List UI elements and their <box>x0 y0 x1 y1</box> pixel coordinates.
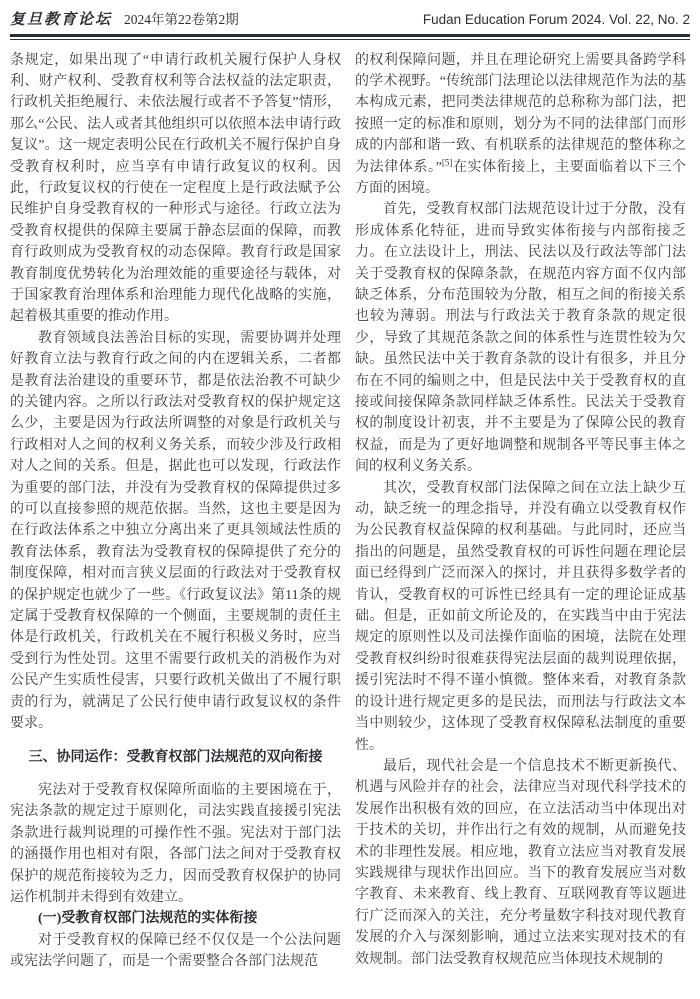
journal-name-en: Fudan Education Forum 2024. Vol. 22, No. 2 <box>422 12 690 27</box>
header-left <box>10 8 239 29</box>
paragraph: 其次，受教育权部门法保障之间在立法上缺少互动，缺乏统一的理念指导，并没有确立以受教育权作为公民教育权益保障的权利基础。与此同时，还应当指出的问题是，虽然受教育权的可诉性问题在理论层面已经得到广泛而深入的探讨，并且获得多数学者的肯认，受教育权的可诉性已经具有一定的理论证成基础。但是，正如前文所论及的，在实践当中由于宪法规定的原则性以及司法操作面临的困境，法院在处理受教育权纠纷时很难获得宪法层面的裁判说理依据，援引宪法时不得不谨小慎微。整体来看，对教育条款的设计进行规定更多的是民法，而刑法与行政法文本当中则较少，这体现了受教育权保障私法制度的重要性。 <box>355 480 686 753</box>
paragraph-continuation <box>355 50 686 200</box>
paragraph-text: 在实体衔接上，主要面临着以下三个方面的困境。 <box>355 159 687 196</box>
section-heading: 三、协同运作：受教育权部门法规范的双向衔接 <box>28 749 323 765</box>
journal-name-cn: 复旦教育论坛 <box>10 12 113 28</box>
right-column <box>355 50 686 973</box>
paragraph: 最后，现代社会是一个信息技术不断更新换代、机遇与风险并存的社会，法律应当对现代科学技术的发展作出积极有效的回应，在立法活动当中体现出对于技术的关切，并作出行之有效的规制，从而避免技术的非理性发展。相应地，教育立法应当对教育发展实践规律与现状作出回应。当下的教育发展应当对数字教育、未来教育、线上教育、互联网教育等议题进行广泛而深入的关注，充分考量数字科技对现代教育发展的介入与深刻影响，通过立法来实现对技术的有效规制。部门法受教育权规范应当体现技术规制的 <box>355 758 686 967</box>
subsection-heading: (一)受教育权部门法规范的实体衔接 <box>38 911 258 927</box>
citation-ref: [5] <box>441 156 453 167</box>
paragraph: 首先，受教育权部门法规范设计过于分散，没有形成体系化特征，进而导致实体衔接与内部衔接乏力。在立法设计上，刑法、民法以及行政法等部门法关于受教育权的保障条款，在规范内容方面不仅内部缺乏体系，分布范围较为分散，相互之间的衔接关系也较为薄弱。刑法与行政法关于教育条款的规定很少，导致了其规范条款之间的体系性与连贯性较为欠缺。虽然民法中关于教育条款的设计有很多，并且分布在不同的编则之中，但是民法中关于受教育权的直接或间接保障条款同样缺乏体系性。民法关于受教育权的制度设计初衷，并不主要是为了保障公民的教育权益，而是为了更好地调整和规制各平等民事主体之间的权利义务关系。 <box>355 202 686 475</box>
article-body <box>10 40 690 973</box>
rule-thick <box>10 34 690 37</box>
paragraph-text: 的权利保障问题，并且在理论研究上需要具备跨学科的学术视野。“传统部门法理论以法律规范作为法的基本构成元素，把同类法律规范的总称称为部门法，把按照一定的标准和原则，划分为不同的法律部门而形成的内部和谐一致、有机联系的法律规范的整体称之为法律体系。” <box>355 52 686 175</box>
paragraph-continuation: 条规定，如果出现了“申请行政机关履行保护人身权利、财产权利、受教育权利等合法权益的法定职责，行政机关拒绝履行、未依法履行或者不予答复”情形，那么“公民、法人或者其他组织可以依照本法申请行政复议”。这一规定表明公民在行政机关不履行保护自身受教育权利时，应当享有申请行政复议的权利。因此，行政复议权的行使在一定程度上是行政法赋予公民维护自身受教育权的一种形式与途径。行政立法为受教育权提供的保障主要属于静态层面的保障，而教育行政则成为受教育权的动态保障。教育行政是国家教育制度优势转化为治理效能的重要途径与载体，对于国家教育治理体系和治理能力现代化战略的实施，起着极其重要的推动作用。 <box>10 52 341 325</box>
paragraph: 宪法对于受教育权保障所面临的主要困境在于，宪法条款的规定过于原则化，司法实践直接援引宪法条款进行裁判说理的可操作性不强。宪法对于部门法的涵摄作用也相对有限，各部门法之间对于受教育权保护的规范衔接较为乏力，因而受教育权保护的协同运作机制并未得到有效建立。 <box>10 782 341 905</box>
page-header <box>10 5 690 34</box>
paragraph: 教育领域良法善治目标的实现，需要协调并处理好教育立法与教育行政之间的内在逻辑关系，二者都是教育法治建设的重要环节，都是依法治教不可缺少的关键内容。之所以行政法对受教育权的保护规定这么少，主要是因为行政法所调整的对象是行政机关与行政相对人之间的权利义务关系，而较少涉及行政相对人之间的关系。但是，据此也可以发现，行政法作为重要的部门法，并没有为受教育权的保障提供过多的可以直接参照的规范依据。当然，这也主要是因为在行政法体系之中独立分离出来了更具领域法性质的教育法体系，教育法为受教育权的保障提供了充分的制度保障，相对而言狭义层面的行政法对于受教育权的保护规定也就少了一些。《行政复议法》第11条的规定属于受教育权保障的一个侧面，主要规制的责任主体是行政机关，行政机关在不履行积极义务时，应当受到行为性处罚。这里不需要行政机关的消极作为对公民产生实质性侵害，只要行政机关做出了不履行职责的行为，就满足了公民行使申请行政复议权的条件要求。 <box>10 330 341 732</box>
left-column <box>10 50 341 973</box>
journal-issue-cn: 2024年第22卷第2期 <box>124 12 239 27</box>
paragraph: 对于受教育权的保障已经不仅仅是一个公法问题或宪法学问题了，而是一个需要整合各部门法规范 <box>10 932 341 970</box>
